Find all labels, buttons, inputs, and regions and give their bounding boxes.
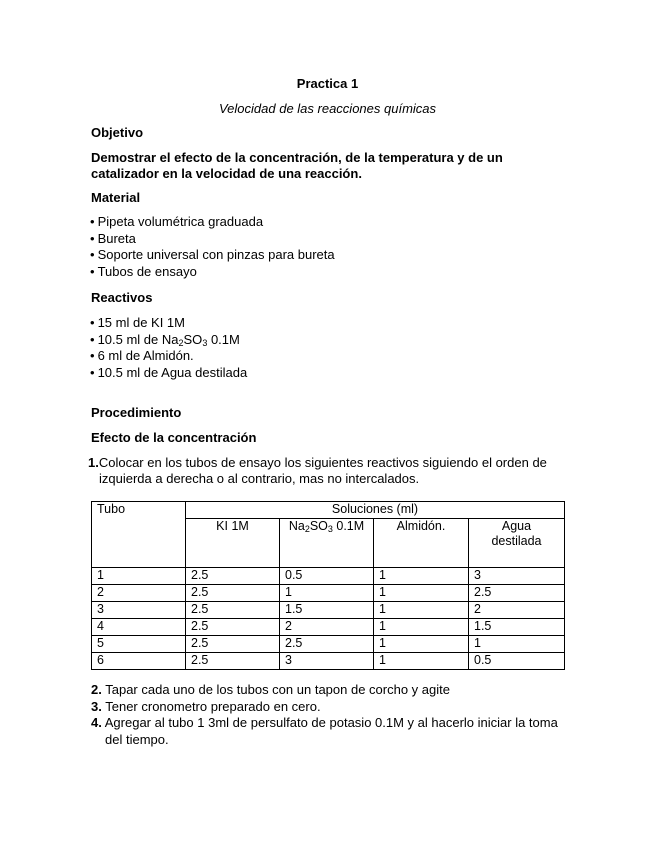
table-row <box>92 602 565 619</box>
cell-almidon: 1 <box>374 653 469 670</box>
step-number: 3. <box>91 698 102 714</box>
step-4 <box>91 715 558 732</box>
procedimiento-subheading: Efecto de la concentración <box>91 430 257 445</box>
cell-almidon: 1 <box>374 619 469 636</box>
material-list <box>90 214 335 280</box>
page-subtitle: Velocidad de las reacciones químicas <box>218 101 437 116</box>
cell-na2so3: 2 <box>280 619 374 636</box>
cell-agua: 0.5 <box>469 653 565 670</box>
cell-na2so3: 1 <box>280 585 374 602</box>
table-row <box>92 619 565 636</box>
table-row <box>92 568 565 585</box>
table-row <box>92 636 565 653</box>
cell-ki: 2.5 <box>186 585 280 602</box>
material-item: • Bureta <box>90 231 335 248</box>
col-agua-header: Agua destilada <box>469 519 565 568</box>
cell-na2so3: 0.5 <box>280 568 374 585</box>
col-na2so3-header: $Na_2SO_3$ 0.1M <box>280 519 374 568</box>
step-number: 1. <box>88 455 99 470</box>
col-ki-header: KI 1M <box>186 519 280 568</box>
step-1-continuation: izquierda a derecha o al contrario, mas no intercalados. <box>99 471 420 486</box>
cell-ki: 2.5 <box>186 619 280 636</box>
cell-agua: 1.5 <box>469 619 565 636</box>
reactivos-heading: Reactivos <box>91 290 153 305</box>
cell-almidon: 1 <box>374 636 469 653</box>
table-header-row <box>92 502 565 519</box>
cell-tubo: 5 <box>92 636 186 653</box>
step-text: Tapar cada uno de los tubos con un tapon de corcho y agite <box>105 682 450 697</box>
cell-tubo: 4 <box>92 619 186 636</box>
material-item: • Soporte universal con pinzas para bureta <box>90 247 335 264</box>
cell-tubo: 1 <box>92 568 186 585</box>
material-item: • Tubos de ensayo <box>90 264 335 281</box>
cell-agua: 2 <box>469 602 565 619</box>
cell-ki: 2.5 <box>186 636 280 653</box>
cell-na2so3: 2.5 <box>280 636 374 653</box>
reactivo-item: • 15 ml de KI 1M <box>90 315 247 332</box>
reactivo-item: • 10.5 ml de Agua destilada <box>90 365 247 382</box>
step-2 <box>91 682 558 699</box>
step-text: Tener cronometro preparado en cero. <box>105 698 321 714</box>
cell-na2so3: 1.5 <box>280 602 374 619</box>
step-number: 2. <box>91 682 102 697</box>
cell-tubo: 2 <box>92 585 186 602</box>
cell-agua: 2.5 <box>469 585 565 602</box>
col-almidon-header: Almidón. <box>374 519 469 568</box>
cell-ki: 2.5 <box>186 602 280 619</box>
cell-tubo: 3 <box>92 602 186 619</box>
cell-na2so3: 3 <box>280 653 374 670</box>
cell-ki: 2.5 <box>186 653 280 670</box>
reactivo-item: • 10.5 ml de $Na_2SO_3$ 0.1M <box>90 332 247 349</box>
material-item: • Pipeta volumétrica graduada <box>90 214 335 231</box>
soluciones-table <box>91 501 565 670</box>
step-4-continuation: del tiempo. <box>105 731 169 747</box>
soluciones-header: Soluciones (ml) <box>186 502 565 519</box>
cell-almidon: 1 <box>374 568 469 585</box>
cell-tubo: 6 <box>92 653 186 670</box>
table-row <box>92 653 565 670</box>
page-title: Practica 1 <box>296 76 359 91</box>
step-number: 4. <box>91 715 102 730</box>
step-text: Agregar al tubo 1 3ml de persulfato de potasio 0.1M y al hacerlo iniciar la toma <box>104 715 558 730</box>
reactivos-list <box>90 315 247 381</box>
steps-list <box>91 682 558 748</box>
cell-almidon: 1 <box>374 585 469 602</box>
step-3 <box>91 699 558 716</box>
step-1 <box>88 455 547 471</box>
objetivo-heading: Objetivo <box>91 125 144 140</box>
material-heading: Material <box>91 190 141 205</box>
cell-agua: 1 <box>469 636 565 653</box>
procedimiento-heading: Procedimiento <box>91 405 182 420</box>
objetivo-text-line2: catalizador en la velocidad de una reacción. <box>91 166 362 181</box>
tubo-header: Tubo <box>92 502 186 568</box>
cell-agua: 3 <box>469 568 565 585</box>
objetivo-text-line1: Demostrar el efecto de la concentración, de la temperatura y de un <box>91 150 503 165</box>
cell-almidon: 1 <box>374 602 469 619</box>
reactivo-item: • 6 ml de Almidón. <box>90 348 247 365</box>
table-row <box>92 585 565 602</box>
cell-ki: 2.5 <box>186 568 280 585</box>
step-text: Colocar en los tubos de ensayo los siguientes reactivos siguiendo el orden de <box>98 455 547 470</box>
